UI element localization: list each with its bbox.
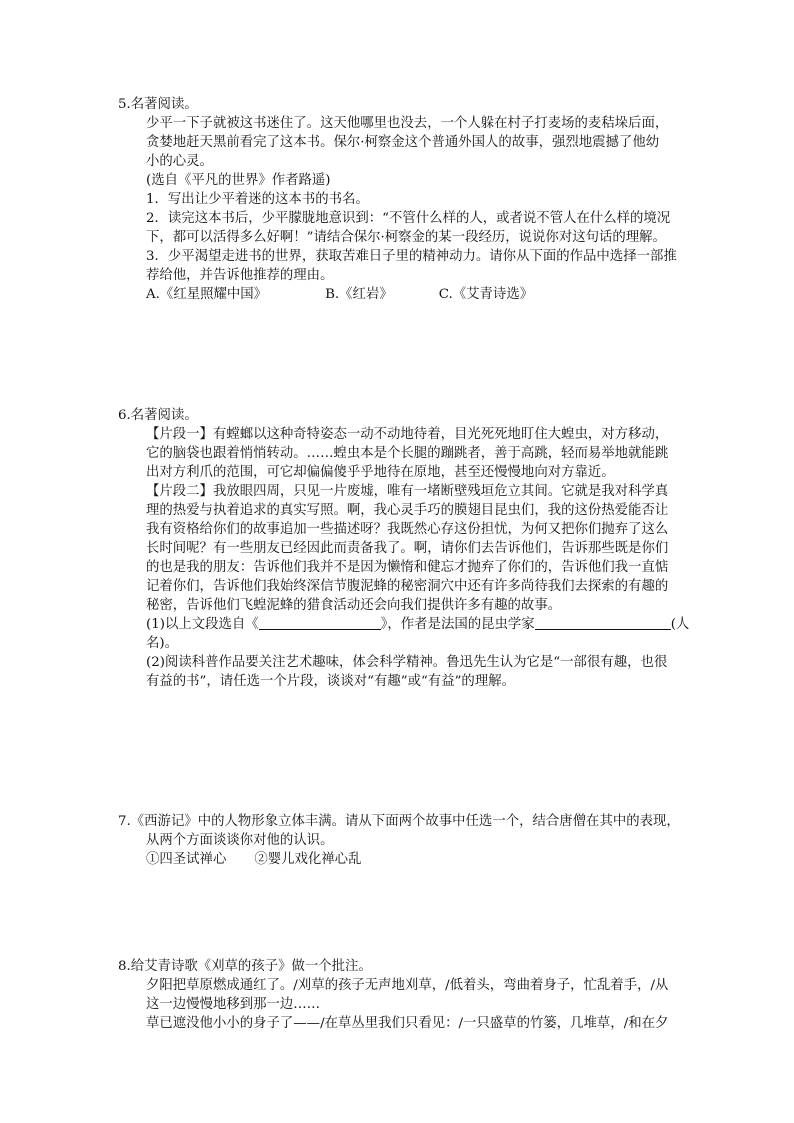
q6-sub-1-prefix: (1)以上文段选自《 [146, 617, 259, 632]
question-7 [118, 812, 704, 869]
q6-sub-1-middle: 》，作者是法国的昆虫学家 [380, 617, 535, 632]
question-5-title: 5.名著阅读。 [118, 97, 198, 112]
question-6-title: 6.名著阅读。 [118, 408, 198, 423]
q6-line-4: 【片段二】我放眼四周，只见一片废墟，唯有一堵断壁残垣危立其间。它就是我对科学真 [146, 484, 669, 499]
q6-line-1: 【片段一】有螳螂以这种奇特姿态一动不动地待着，目光死死地盯住大蝗虫，对方移动， [146, 427, 669, 442]
author-name-blank[interactable] [535, 615, 671, 630]
q6-sub-1-line-2: 名)。 [146, 636, 179, 651]
q5-sub-1: 1．写出让少平着迷的这本书的书名。 [146, 192, 369, 207]
q6-sub-1 [118, 615, 704, 634]
q6-line-3: 出对方利爪的范围，可它却偏偏傻乎乎地待在原地，甚至还慢慢地向对方靠近。 [146, 465, 615, 480]
q8-poem-line-3: 草已遮没他小小的身子了——/在草丛里我们只看见：/一只盛草的竹篓，几堆草，/和在夕 [146, 1016, 669, 1031]
q6-line-9: 记着你们，告诉他们我始终深信节腹泥蜂的秘密洞穴中还有许多尚待我们去探索的有趣的 [146, 579, 669, 594]
q7-option-2: ②婴儿戏化禅心乱 [254, 852, 362, 867]
book-title-blank[interactable] [259, 615, 381, 630]
q6-line-2: 它的脑袋也跟着悄悄转动。……蝗虫本是个长腿的蹦跳者，善于高跳，轻而易举地就能跳 [146, 446, 669, 461]
q5-option-b: B.《红岩》 [325, 287, 393, 302]
question-7-title: 7.《西游记》中的人物形象立体丰满。请从下面两个故事中任选一个，结合唐僧在其中的表现， [118, 814, 680, 829]
q7-line-1: 从两个方面谈谈你对他的认识。 [146, 833, 334, 848]
q6-sub-2-line-2: 有益的书”，请任选一个片段，谈谈对“有趣”或“有益”的理解。 [146, 674, 515, 689]
q5-passage-line-2: 贪婪地赶天黑前看完了这本书。保尔·柯察金这个普通外国人的故事，强烈地震撼了他幼 [146, 135, 660, 150]
question-8 [118, 957, 704, 1033]
q7-options [118, 850, 704, 869]
q5-option-a: A.《红星照耀中国》 [146, 287, 268, 302]
q5-passage-line-1: 少平一下子就被这书迷住了。这天他哪里也没去，一个人躲在村子打麦场的麦秸垛后面， [146, 116, 669, 131]
q5-sub-3-line-1: 3．少平渴望走进书的世界，获取苦难日子里的精神动力。请你从下面的作品中选择一部推 [146, 249, 677, 264]
question-5 [118, 95, 704, 304]
q5-sub-2-line-2: 下，都可以活得多么好啊！”请结合保尔·柯察金的某一段经历，说说你对这句话的理解。 [146, 230, 666, 245]
q5-sub-3-line-2: 荐给他，并告诉他推荐的理由。 [146, 268, 334, 283]
question-8-title: 8.给艾青诗歌《刈草的孩子》做一个批注。 [118, 959, 372, 974]
q5-passage-line-3: 小的心灵。 [146, 154, 213, 169]
q7-option-1: ①四圣试禅心 [146, 852, 227, 867]
q6-sub-2-line-1: (2)阅读科普作品要关注艺术趣味，体会科学精神。鲁迅先生认为它是“一部很有趣，也很 [146, 655, 668, 670]
question-6 [118, 406, 704, 691]
q6-sub-1-suffix: (人 [670, 617, 690, 632]
q5-sub-2-line-1: 2．读完这本书后，少平朦胧地意识到：“不管什么样的人，或者说不管人在什么样的境况 [146, 211, 671, 226]
q6-line-8: 的也是我的朋友：告诉他们我并不是因为懒惰和健忘才抛弃了你们的，告诉他们我一直惦 [146, 560, 669, 575]
q5-options [118, 285, 704, 304]
q8-poem-line-2: 这一边慢慢地移到那一边…… [146, 997, 321, 1012]
q8-poem-line-1: 夕阳把草原燃成通红了。/刈草的孩子无声地刈草，/低着头，弯曲着身子，忙乱着手，/从 [146, 978, 669, 993]
q5-source: (选自《平凡的世界》作者路遥) [146, 173, 331, 188]
q6-line-6: 我有资格给你们的故事追加一些描述呀？我既然心存这份担忧，为何又把你们抛弃了这么 [146, 522, 669, 537]
q6-line-5: 理的热爱与执着追求的真实写照。啊，我心灵手巧的膜翅目昆虫们，我的这份热爱能否让 [146, 503, 669, 518]
q6-line-10: 秘密，告诉他们飞蝗泥蜂的猎食活动还会向我们提供许多有趣的故事。 [146, 598, 562, 613]
q6-line-7: 长时间呢？有一些朋友已经因此而责备我了。啊，请你们去告诉他们，告诉那些既是你们 [146, 541, 669, 556]
q5-option-c: C.《艾青诗选》 [438, 287, 534, 302]
